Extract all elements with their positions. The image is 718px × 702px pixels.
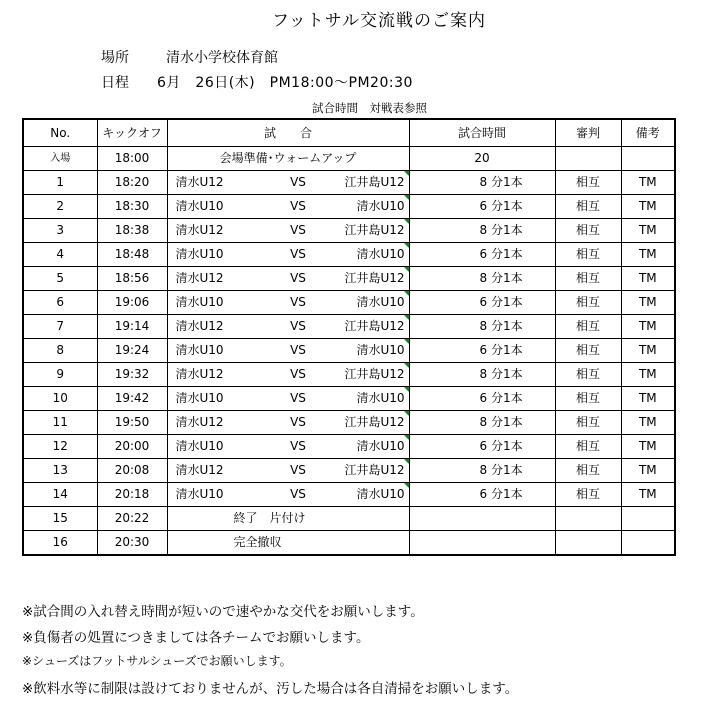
closing-duration [409,507,555,531]
match-remarks: TM [621,339,675,363]
match-kickoff: 20:08 [97,459,167,483]
match-duration: 6 分1本 [409,483,555,507]
note-4: ※飲料水等に制限は設けておりませんが、汚した場合は各自清掃をお願いします。 [22,681,519,697]
match-kickoff: 18:30 [97,195,167,219]
match-no: 13 [23,459,97,483]
match-remarks: TM [621,315,675,339]
match-duration: 8 分1本 [409,363,555,387]
match-kickoff: 19:06 [97,291,167,315]
entry-activity: 会場準備･ウォームアップ [167,147,409,171]
match-team-a: 清水U12 [167,459,261,483]
entry-time: 18:00 [97,147,167,171]
match-row [23,411,675,435]
match-duration: 6 分1本 [409,291,555,315]
match-row [23,267,675,291]
match-duration: 6 分1本 [409,387,555,411]
match-remarks: TM [621,363,675,387]
match-referee: 相互 [555,339,621,363]
closing-time: 20:22 [97,507,167,531]
match-team-a: 清水U12 [167,171,261,195]
match-remarks: TM [621,435,675,459]
match-team-a: 清水U12 [167,411,261,435]
match-row [23,387,675,411]
match-vs: VS [261,411,335,435]
closing-time: 20:30 [97,531,167,556]
match-kickoff: 19:32 [97,363,167,387]
match-vs: VS [261,435,335,459]
match-kickoff: 19:24 [97,339,167,363]
match-vs: VS [261,483,335,507]
match-no: 3 [23,219,97,243]
match-row [23,483,675,507]
match-vs: VS [261,363,335,387]
match-team-a: 清水U10 [167,291,261,315]
schedule-label: 日程 [101,75,129,91]
match-row [23,339,675,363]
match-referee: 相互 [555,435,621,459]
match-duration: 8 分1本 [409,171,555,195]
match-no: 11 [23,411,97,435]
match-vs: VS [261,243,335,267]
match-no: 7 [23,315,97,339]
match-no: 2 [23,195,97,219]
match-team-a: 清水U12 [167,219,261,243]
match-team-a: 清水U12 [167,267,261,291]
match-kickoff: 18:56 [97,267,167,291]
match-team-b: 清水U10 [335,195,409,219]
match-team-b: 清水U10 [335,339,409,363]
match-team-b: 江井島U12 [335,219,409,243]
closing-remarks [621,507,675,531]
match-team-b: 江井島U12 [335,315,409,339]
header-referee: 審判 [555,119,621,147]
match-team-a: 清水U10 [167,195,261,219]
match-team-a: 清水U12 [167,363,261,387]
match-team-b: 清水U10 [335,387,409,411]
match-vs: VS [261,171,335,195]
match-row [23,195,675,219]
match-duration: 8 分1本 [409,459,555,483]
match-remarks: TM [621,243,675,267]
match-team-b: 江井島U12 [335,363,409,387]
match-remarks: TM [621,219,675,243]
match-row [23,291,675,315]
match-remarks: TM [621,387,675,411]
match-vs: VS [261,219,335,243]
match-remarks: TM [621,171,675,195]
match-kickoff: 20:18 [97,483,167,507]
match-referee: 相互 [555,243,621,267]
match-referee: 相互 [555,459,621,483]
match-duration: 6 分1本 [409,243,555,267]
match-row [23,243,675,267]
match-referee: 相互 [555,291,621,315]
match-no: 1 [23,171,97,195]
match-team-a: 清水U10 [167,387,261,411]
match-referee: 相互 [555,267,621,291]
match-kickoff: 19:42 [97,387,167,411]
page-title: フットサル交流戦のご案内 [272,11,486,31]
match-team-b: 江井島U12 [335,171,409,195]
header-no: No. [23,119,97,147]
match-duration: 8 分1本 [409,267,555,291]
match-referee: 相互 [555,411,621,435]
note-3: ※シューズはフットサルシューズでお願いします。 [22,654,292,668]
closing-duration [409,531,555,556]
entry-referee [555,147,621,171]
closing-remarks [621,531,675,556]
match-vs: VS [261,267,335,291]
match-team-b: 清水U10 [335,243,409,267]
match-kickoff: 19:50 [97,411,167,435]
match-vs: VS [261,387,335,411]
match-duration: 8 分1本 [409,219,555,243]
entry-duration: 20 [409,147,555,171]
match-referee: 相互 [555,195,621,219]
note-1: ※試合間の入れ替え時間が短いので速やかな交代をお願いします。 [22,604,424,620]
match-team-a: 清水U12 [167,315,261,339]
match-team-b: 清水U10 [335,291,409,315]
match-row [23,171,675,195]
match-referee: 相互 [555,315,621,339]
match-no: 5 [23,267,97,291]
header-match: 試 合 [167,119,409,147]
match-kickoff: 18:20 [97,171,167,195]
match-referee: 相互 [555,363,621,387]
match-remarks: TM [621,291,675,315]
match-duration: 6 分1本 [409,339,555,363]
match-vs: VS [261,339,335,363]
match-team-a: 清水U10 [167,483,261,507]
match-remarks: TM [621,411,675,435]
match-duration: 6 分1本 [409,195,555,219]
closing-referee [555,531,621,556]
match-referee: 相互 [555,171,621,195]
match-team-b: 江井島U12 [335,459,409,483]
match-team-a: 清水U10 [167,435,261,459]
match-remarks: TM [621,195,675,219]
closing-activity: 完全撤収 [167,531,409,556]
match-referee: 相互 [555,483,621,507]
header-kickoff: キックオフ [97,119,167,147]
match-kickoff: 18:38 [97,219,167,243]
match-no: 4 [23,243,97,267]
closing-row [23,531,675,556]
match-vs: VS [261,291,335,315]
entry-remarks [621,147,675,171]
match-no: 14 [23,483,97,507]
venue-value: 清水小学校体育館 [166,50,278,66]
schedule-table [22,118,676,556]
entry-row [23,147,675,171]
match-kickoff: 20:00 [97,435,167,459]
match-vs: VS [261,315,335,339]
match-kickoff: 18:48 [97,243,167,267]
closing-row [23,507,675,531]
match-team-b: 江井島U12 [335,267,409,291]
match-duration: 8 分1本 [409,315,555,339]
header-duration: 試合時間 [409,119,555,147]
match-no: 9 [23,363,97,387]
match-duration: 8 分1本 [409,411,555,435]
header-remarks: 備考 [621,119,675,147]
closing-no: 16 [23,531,97,556]
match-team-b: 清水U10 [335,483,409,507]
venue-label: 場所 [101,50,129,66]
match-row [23,219,675,243]
match-team-b: 江井島U12 [335,411,409,435]
match-referee: 相互 [555,219,621,243]
match-remarks: TM [621,267,675,291]
match-row [23,363,675,387]
match-referee: 相互 [555,387,621,411]
entry-no: 入場 [23,147,97,171]
match-duration: 6 分1本 [409,435,555,459]
match-team-a: 清水U10 [167,339,261,363]
match-row [23,459,675,483]
match-team-b: 清水U10 [335,435,409,459]
schedule-value: 6月 26日(木) PM18:00～PM20:30 [157,75,413,91]
match-row [23,435,675,459]
match-no: 12 [23,435,97,459]
match-no: 8 [23,339,97,363]
match-team-a: 清水U10 [167,243,261,267]
closing-no: 15 [23,507,97,531]
closing-referee [555,507,621,531]
match-vs: VS [261,459,335,483]
match-no: 10 [23,387,97,411]
match-row [23,315,675,339]
match-remarks: TM [621,459,675,483]
match-remarks: TM [621,483,675,507]
closing-activity: 終了 片付け [167,507,409,531]
match-vs: VS [261,195,335,219]
header-row [23,119,675,147]
match-no: 6 [23,291,97,315]
match-kickoff: 19:14 [97,315,167,339]
table-caption: 試合時間 対戦表参照 [312,101,427,115]
note-2: ※負傷者の処置につきましては各チームでお願いします。 [22,630,370,646]
